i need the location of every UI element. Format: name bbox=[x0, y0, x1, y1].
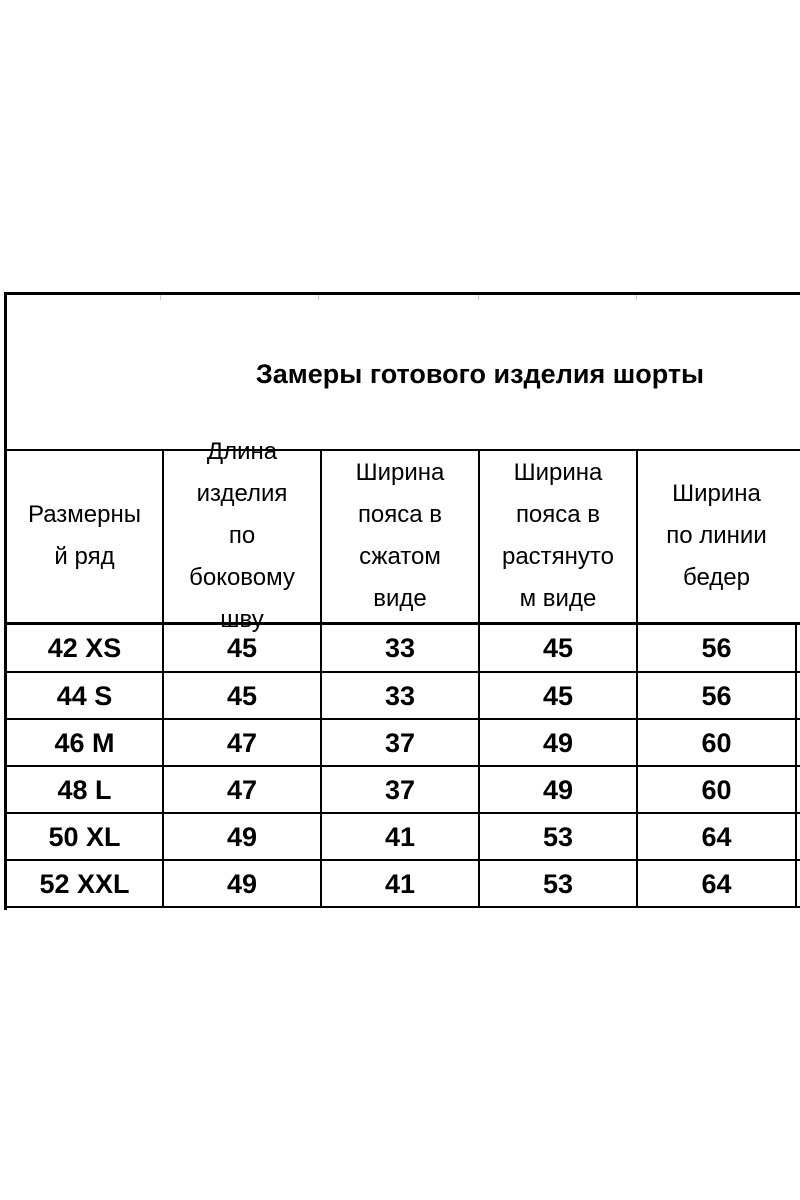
cell-hip-width: 60 bbox=[701, 775, 732, 805]
cell-waist-stretched: 45 bbox=[542, 681, 574, 711]
table-row bbox=[0, 767, 800, 814]
cell-waist-relaxed: 41 bbox=[384, 869, 416, 899]
table-row bbox=[0, 673, 800, 720]
table-border-top bbox=[4, 292, 800, 295]
cell-length: 45 bbox=[226, 633, 258, 663]
cell-waist-relaxed: 33 bbox=[384, 681, 416, 711]
header-label-hip-width: Ширина по линии бедер bbox=[666, 480, 767, 591]
title-row-divider bbox=[4, 449, 800, 451]
header-cell-waist-stretched bbox=[480, 452, 636, 620]
header-label-waist-stretched: Ширина пояса в растянуто м виде bbox=[501, 459, 614, 612]
cell-size: 52 XXL bbox=[39, 869, 130, 899]
cell-waist-stretched: 49 bbox=[542, 728, 574, 758]
cell-waist-stretched: 53 bbox=[542, 869, 574, 899]
header-cell-hip-width bbox=[638, 452, 795, 620]
cell-size: 48 L bbox=[57, 775, 112, 805]
table-title: Замеры готового изделия шорты bbox=[255, 359, 705, 389]
table-row bbox=[0, 814, 800, 861]
cell-size: 50 XL bbox=[48, 822, 121, 852]
cell-hip-width: 64 bbox=[701, 869, 732, 899]
cell-hip-width: 56 bbox=[701, 633, 732, 663]
table-row bbox=[0, 625, 800, 672]
header-label-size: Размерны й ряд bbox=[28, 501, 141, 570]
cell-hip-width: 56 bbox=[701, 681, 732, 711]
header-cell-size bbox=[7, 452, 162, 620]
cell-waist-stretched: 45 bbox=[542, 633, 574, 663]
table-row bbox=[0, 720, 800, 767]
cell-size: 46 M bbox=[54, 728, 115, 758]
cell-size: 44 S bbox=[56, 681, 113, 711]
cell-length: 49 bbox=[226, 822, 258, 852]
header-cell-waist-relaxed bbox=[322, 452, 478, 620]
cell-length: 47 bbox=[226, 728, 258, 758]
header-cell-length bbox=[164, 438, 320, 633]
cell-hip-width: 64 bbox=[701, 822, 732, 852]
cell-waist-relaxed: 41 bbox=[384, 822, 416, 852]
cell-waist-stretched: 53 bbox=[542, 822, 574, 852]
cell-length: 47 bbox=[226, 775, 258, 805]
header-label-waist-relaxed: Ширина пояса в сжатом виде bbox=[355, 459, 445, 612]
cell-waist-relaxed: 33 bbox=[384, 633, 416, 663]
cell-length: 45 bbox=[226, 681, 258, 711]
cell-length: 49 bbox=[226, 869, 258, 899]
cell-waist-stretched: 49 bbox=[542, 775, 574, 805]
cell-size: 42 XS bbox=[47, 633, 122, 663]
cell-waist-relaxed: 37 bbox=[384, 775, 416, 805]
header-label-length: Длина изделия по боковому шву bbox=[189, 438, 295, 633]
cell-hip-width: 60 bbox=[701, 728, 732, 758]
cell-waist-relaxed: 37 bbox=[384, 728, 416, 758]
table-row bbox=[0, 861, 800, 908]
